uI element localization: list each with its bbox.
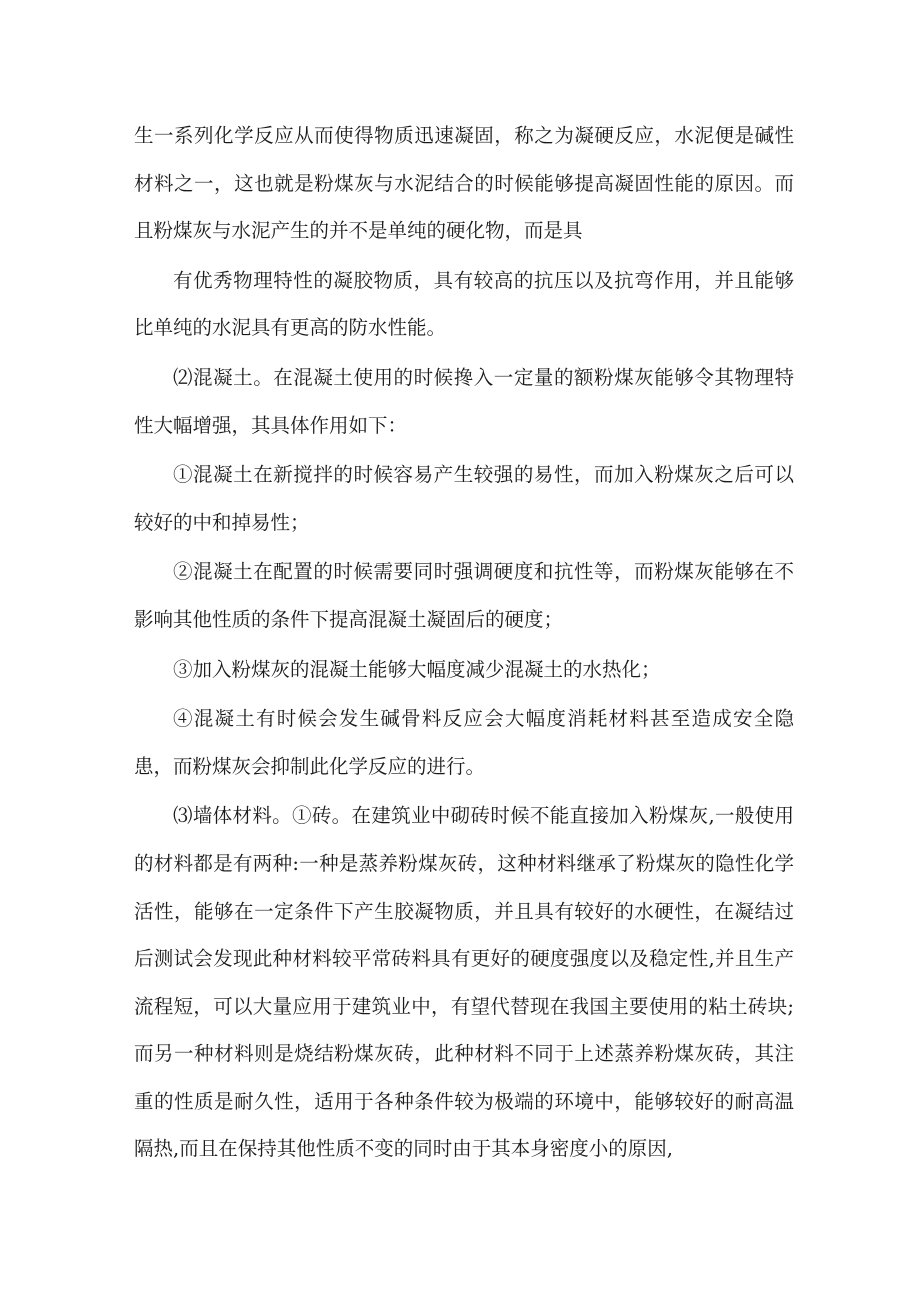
list-item-3: ③加入粉煤灰的混凝土能够大幅度减少混凝土的水热化； [173, 657, 661, 681]
list-item-1: ①混凝土在新搅拌的时候容易产生较强的易性，而加入粉煤灰之后可以较好的中和掉易性； [134, 463, 794, 534]
body-text [134, 112, 794, 1173]
paragraph-wall-materials: ⑶墙体材料。①砖。在建筑业中砌砖时候不能直接加入粉煤灰,一般使用的材料都是有两种:一种是蒸养粉煤灰砖，这种材料继承了粉煤灰的隐性化学活性，能够在一定条件下产生胶凝物质，并且具有较好的水硬性，在凝结过后测试会发现此种材料较平常砖料具有更好的硬度强度以及稳定性,并且生产流程短，可以大量应用于建筑业中，有望代替现在我国主要使用的粘土砖块;而另一种材料则是烧结粉煤灰砖，此种材料不同于上述蒸养粉煤灰砖，其注重的性质是耐久性，适用于各种条件较为极端的环境中，能够较好的耐高温隔热,而且在保持其他性质不变的同时由于其本身密度小的原因, [134, 804, 794, 1161]
paragraph-gel-properties: 有优秀物理特性的凝胶物质，具有较高的抗压以及抗弯作用，并且能够比单纯的水泥具有更高的防水性能。 [134, 268, 794, 340]
list-item-2: ②混凝土在配置的时候需要同时强调硬度和抗性等，而粉煤灰能够在不影响其他性质的条件下提高混凝土凝固后的硬度； [134, 560, 794, 631]
list-item-4: ④混凝土有时候会发生碱骨料反应会大幅度消耗材料甚至造成安全隐患，而粉煤灰会抑制此化学反应的进行。 [134, 707, 794, 778]
paragraph-continuation: 生一系列化学反应从而使得物质迅速凝固，称之为凝硬反应，水泥便是碱性材料之一，这也就是粉煤灰与水泥结合的时候能够提高凝固性能的原因。而且粉煤灰与水泥产生的并不是单纯的硬化物，而是具 [134, 124, 794, 243]
paragraph-concrete-heading: ⑵混凝土。在混凝土使用的时候搀入一定量的额粉煤灰能够令其物理特性大幅增强，其具体作用如下： [134, 365, 794, 437]
